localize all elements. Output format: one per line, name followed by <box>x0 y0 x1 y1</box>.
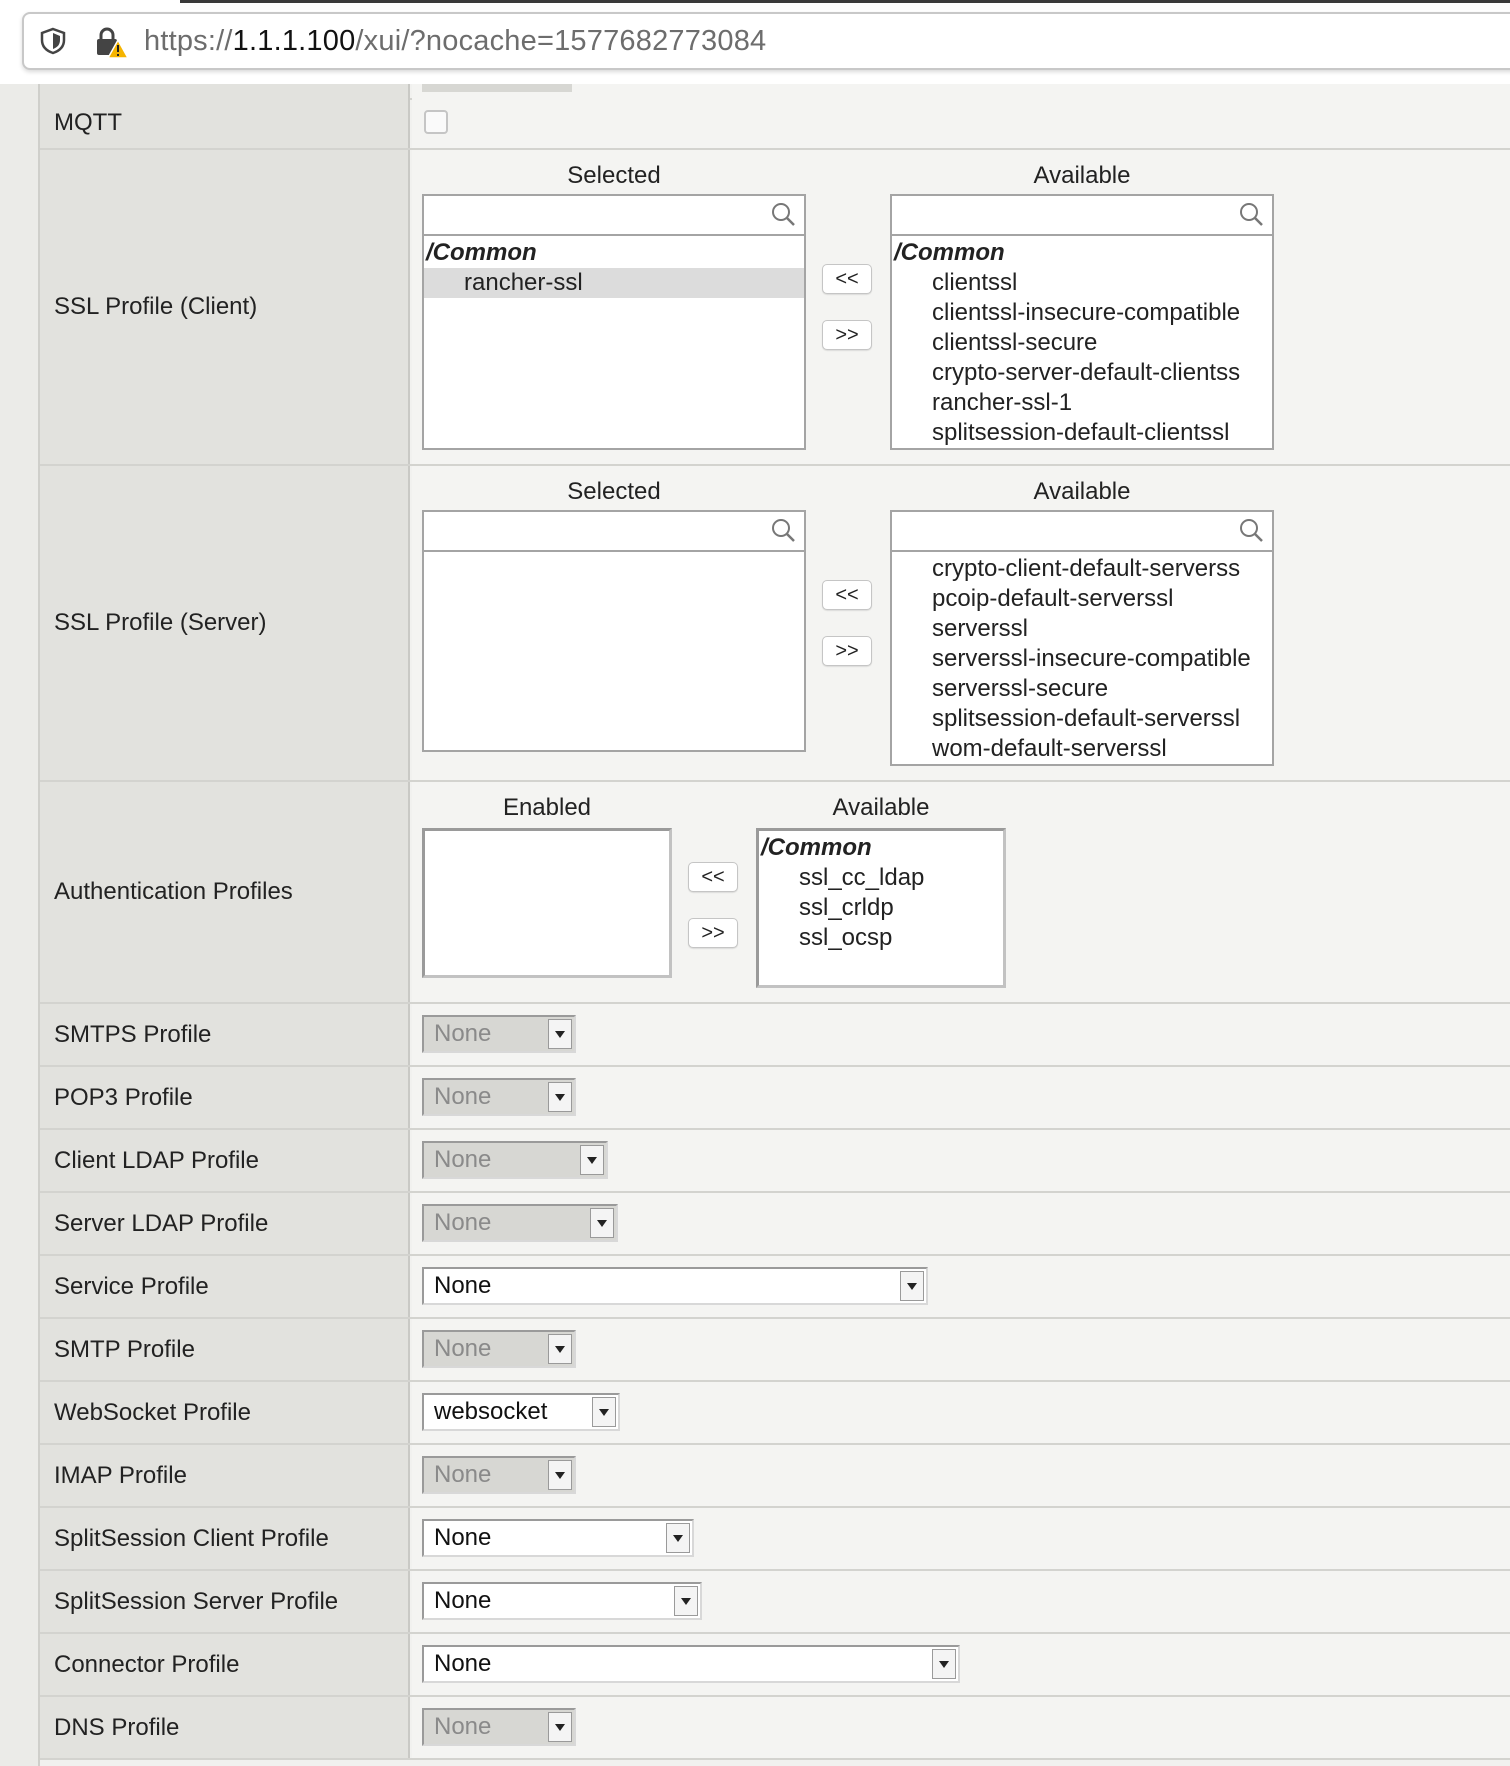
select-value: None <box>434 1335 492 1362</box>
chevron-down-icon <box>932 1649 956 1679</box>
connector-profile-select[interactable] <box>422 1645 960 1683</box>
select-value: None <box>434 1587 492 1614</box>
row-label: POP3 Profile <box>40 1067 410 1128</box>
row-label: SplitSession Server Profile <box>40 1571 410 1632</box>
row-label: SSL Profile (Client) <box>40 150 410 464</box>
enabled-header: Enabled <box>502 794 592 821</box>
list-item[interactable]: rancher-ssl <box>424 268 804 298</box>
row-label: Authentication Profiles <box>40 782 410 1002</box>
ssl-client-selected-list[interactable] <box>422 194 806 450</box>
list-item[interactable]: ssl_crldp <box>799 894 894 921</box>
row-smtp <box>40 1319 1510 1382</box>
row-splitsession-server <box>40 1571 1510 1634</box>
list-item[interactable]: splitsession-default-serverssl <box>932 705 1241 732</box>
row-authentication <box>40 782 1510 1004</box>
auth-available-list[interactable] <box>756 828 1006 988</box>
list-item[interactable]: serverssl-secure <box>932 675 1109 702</box>
chevron-down-icon <box>900 1271 924 1301</box>
auth-enabled-list[interactable] <box>422 828 672 978</box>
select-value: None <box>434 1209 492 1236</box>
list-item[interactable]: pcoip-default-serverssl <box>932 585 1174 612</box>
splitsession-client-profile-select[interactable] <box>422 1519 694 1557</box>
tab-strip <box>180 0 1510 3</box>
splitsession-server-profile-select[interactable] <box>422 1582 702 1620</box>
row-service <box>40 1256 1510 1319</box>
selected-header: Selected <box>567 162 661 189</box>
row-label: WebSocket Profile <box>40 1382 410 1443</box>
row-ssl-server <box>40 466 1510 782</box>
chevron-down-icon <box>548 1712 572 1742</box>
left-gutter <box>0 84 40 1766</box>
row-ssl-client <box>40 150 1510 466</box>
search-input[interactable] <box>424 196 804 236</box>
move-right-button[interactable]: >> <box>822 636 872 666</box>
row-mqtt <box>40 98 1510 150</box>
address-bar[interactable] <box>22 12 1510 70</box>
search-input[interactable] <box>892 196 1272 236</box>
select-value: None <box>434 1524 492 1551</box>
search-icon <box>770 517 796 543</box>
search-input[interactable] <box>424 512 804 552</box>
row-label: MQTT <box>40 98 410 148</box>
row-label: SMTP Profile <box>40 1319 410 1380</box>
list-item[interactable]: ssl_cc_ldap <box>799 864 925 891</box>
chevron-down-icon <box>580 1145 604 1175</box>
chevron-down-icon <box>666 1523 690 1553</box>
client-ldap-profile-select[interactable] <box>422 1141 608 1179</box>
row-splitsession-client <box>40 1508 1510 1571</box>
list-item[interactable]: clientssl <box>932 269 1018 296</box>
list-item[interactable]: serverssl-insecure-compatible <box>932 645 1251 672</box>
list-group: /Common <box>426 239 537 266</box>
insecure-lock-icon[interactable] <box>94 26 130 60</box>
select-value: None <box>434 1650 492 1677</box>
move-right-button[interactable]: >> <box>688 918 738 948</box>
dns-profile-select[interactable] <box>422 1708 576 1746</box>
list-item[interactable]: wom-default-serverssl <box>932 735 1167 762</box>
move-right-button[interactable]: >> <box>822 320 872 350</box>
row-smtps <box>40 1004 1510 1067</box>
list-item[interactable]: splitsession-default-clientssl <box>932 419 1230 446</box>
list-item[interactable]: clientssl-insecure-compatible <box>932 299 1241 326</box>
select-value: websocket <box>434 1398 548 1425</box>
row-label: Server LDAP Profile <box>40 1193 410 1254</box>
select-value: None <box>434 1020 492 1047</box>
chevron-down-icon <box>548 1334 572 1364</box>
row-label: SplitSession Client Profile <box>40 1508 410 1569</box>
chevron-down-icon <box>592 1397 616 1427</box>
list-item[interactable]: serverssl <box>932 615 1029 642</box>
shield-icon[interactable] <box>38 26 68 56</box>
search-input[interactable] <box>892 512 1272 552</box>
chevron-down-icon <box>674 1586 698 1616</box>
available-header: Available <box>832 794 930 821</box>
row-dns <box>40 1697 1510 1760</box>
select-value: None <box>434 1461 492 1488</box>
select-value: None <box>434 1146 492 1173</box>
row-websocket <box>40 1382 1510 1445</box>
row-pop3 <box>40 1067 1510 1130</box>
smtp-profile-select[interactable] <box>422 1330 576 1368</box>
select-value: None <box>434 1272 492 1299</box>
url-text[interactable]: https://1.1.1.100/xui/?nocache=1577682773084 <box>144 25 767 57</box>
select-value: None <box>434 1713 492 1740</box>
selected-header: Selected <box>567 478 661 505</box>
ssl-server-available-list[interactable] <box>890 510 1274 766</box>
row-label: SMTPS Profile <box>40 1004 410 1065</box>
row-label: Client LDAP Profile <box>40 1130 410 1191</box>
list-item[interactable]: clientssl-secure <box>932 329 1098 356</box>
server-ldap-profile-select[interactable] <box>422 1204 618 1242</box>
list-group: /Common <box>894 239 1005 266</box>
move-left-button[interactable]: << <box>688 862 738 892</box>
row-server-ldap <box>40 1193 1510 1256</box>
list-item[interactable]: rancher-ssl-1 <box>932 389 1073 416</box>
service-profile-select[interactable] <box>422 1267 928 1305</box>
ssl-server-selected-list[interactable] <box>422 510 806 752</box>
chevron-down-icon <box>590 1208 614 1238</box>
chevron-down-icon <box>548 1019 572 1049</box>
move-left-button[interactable]: << <box>822 264 872 294</box>
row-imap <box>40 1445 1510 1508</box>
row-client-ldap <box>40 1130 1510 1193</box>
list-item[interactable]: ssl_ocsp <box>799 924 893 951</box>
move-left-button[interactable]: << <box>822 580 872 610</box>
pop3-profile-select[interactable] <box>422 1078 576 1116</box>
search-icon <box>770 201 796 227</box>
row-label: SSL Profile (Server) <box>40 466 410 780</box>
chevron-down-icon <box>548 1460 572 1490</box>
websocket-profile-select[interactable] <box>422 1393 620 1431</box>
list-item[interactable]: crypto-client-default-serverss <box>932 555 1241 582</box>
search-icon <box>1238 517 1264 543</box>
available-header: Available <box>1033 478 1131 505</box>
select-value: None <box>434 1083 492 1110</box>
mqtt-checkbox[interactable] <box>424 110 448 134</box>
row-label: IMAP Profile <box>40 1445 410 1506</box>
smtps-profile-select[interactable] <box>422 1015 576 1053</box>
row-connector <box>40 1634 1510 1697</box>
ssl-client-available-list[interactable] <box>890 194 1274 450</box>
search-icon <box>1238 201 1264 227</box>
imap-profile-select[interactable] <box>422 1456 576 1494</box>
list-item[interactable]: crypto-server-default-clientss <box>932 359 1241 386</box>
row-label: DNS Profile <box>40 1697 410 1758</box>
profile-form <box>0 84 1510 1766</box>
chevron-down-icon <box>548 1082 572 1112</box>
row-label: Service Profile <box>40 1256 410 1317</box>
browser-toolbar <box>0 0 1510 84</box>
list-group: /Common <box>761 834 872 861</box>
available-header: Available <box>1033 162 1131 189</box>
row-label: Connector Profile <box>40 1634 410 1695</box>
